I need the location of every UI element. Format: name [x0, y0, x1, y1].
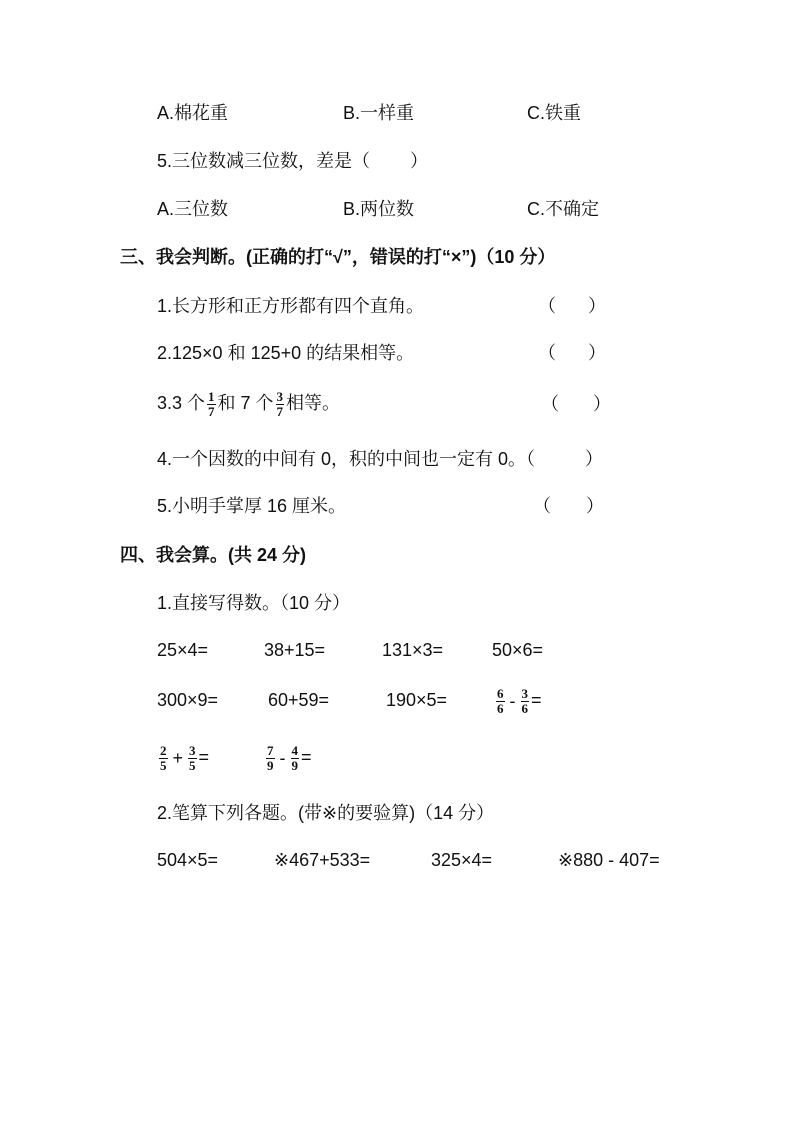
q5-paren-close: ）	[410, 151, 428, 171]
section4-sub1: 1.直接写得数。（10 分）	[157, 593, 351, 613]
s3-item3-suffix: 相等。	[286, 393, 341, 413]
section4-sub2: 2.笔算下列各题。(带※的要验算)（14 分）	[157, 803, 495, 823]
s3-item3-paren-close: ）	[593, 394, 611, 414]
s3-item4-paren-close: ）	[585, 449, 603, 469]
s3-item1-paren-open: （	[538, 296, 556, 316]
q5-text: 5.三位数减三位数，差是（	[157, 151, 371, 171]
s3-item5-paren-open: （	[533, 496, 551, 516]
fraction: $\frac{3}{6}$	[521, 685, 528, 716]
calc-r4-3: 325×4=	[431, 850, 493, 870]
calc-r1-2: 38+15=	[264, 640, 326, 660]
calc-r3-1-fraction	[157, 738, 209, 777]
s3-item4-text: 4.一个因数的中间有 0，积的中间也一定有 0。（	[157, 449, 536, 469]
minus-sign: -	[509, 691, 516, 712]
calc-r4-2: ※467+533=	[274, 850, 371, 870]
s3-item2-paren-close: ）	[588, 343, 606, 363]
fraction: $\frac{4}{9}$	[291, 742, 298, 773]
s3-item3	[157, 384, 340, 422]
equals-sign: =	[531, 690, 542, 710]
fraction: $\frac{6}{6}$	[497, 685, 504, 716]
fraction-three-sevenths: $\frac{3}{7}$	[276, 388, 284, 419]
calc-r1-4: 50×6=	[492, 640, 544, 660]
calc-r2-4-fraction	[494, 681, 542, 720]
s3-item5-text: 5.小明手掌厚 16 厘米。	[157, 496, 347, 516]
s3-item3-paren-open: （	[541, 394, 559, 414]
s3-item3-mid: 和 7 个	[217, 393, 274, 413]
q5-option-a: A.三位数	[157, 199, 229, 219]
equals-sign: =	[198, 747, 210, 767]
calc-r3-2-fraction	[264, 738, 312, 777]
calc-r1-3: 131×3=	[382, 640, 444, 660]
s3-item3-prefix: 3.3 个	[157, 393, 206, 413]
equals-sign: =	[301, 747, 312, 767]
fraction: $\frac{2}{5}$	[160, 742, 167, 773]
s3-item1-text: 1.长方形和正方形都有四个直角。	[157, 296, 425, 316]
calc-r1-1: 25×4=	[157, 640, 209, 660]
q4-option-b: B.一样重	[343, 103, 415, 123]
s3-item2-paren-open: （	[538, 343, 556, 363]
section4-heading: 四、我会算。(共 24 分)	[120, 545, 307, 565]
q5-option-b: B.两位数	[343, 199, 415, 219]
plus-sign: +	[172, 748, 184, 769]
q5-option-c: C.不确定	[527, 199, 599, 219]
fraction: $\frac{7}{9}$	[267, 742, 274, 773]
s3-item1-paren-close: ）	[588, 296, 606, 316]
q4-option-a: A.棉花重	[157, 103, 229, 123]
calc-r2-3: 190×5=	[386, 690, 448, 710]
s3-item2-text: 2.125×0 和 125+0 的结果相等。	[157, 343, 415, 363]
calc-r2-2: 60+59=	[268, 690, 330, 710]
calc-r4-1: 504×5=	[157, 850, 219, 870]
minus-sign: -	[279, 748, 286, 769]
q4-option-c: C.铁重	[527, 103, 581, 123]
s3-item5-paren-close: ）	[586, 496, 604, 516]
calc-r4-4: ※880 - 407=	[558, 850, 660, 870]
calc-r2-1: 300×9=	[157, 690, 219, 710]
fraction-one-seventh: $\frac{1}{7}$	[208, 388, 215, 419]
fraction: $\frac{3}{5}$	[189, 742, 196, 773]
section3-heading: 三、我会判断。(正确的打“√”，错误的打“×”)（10 分）	[120, 247, 556, 267]
